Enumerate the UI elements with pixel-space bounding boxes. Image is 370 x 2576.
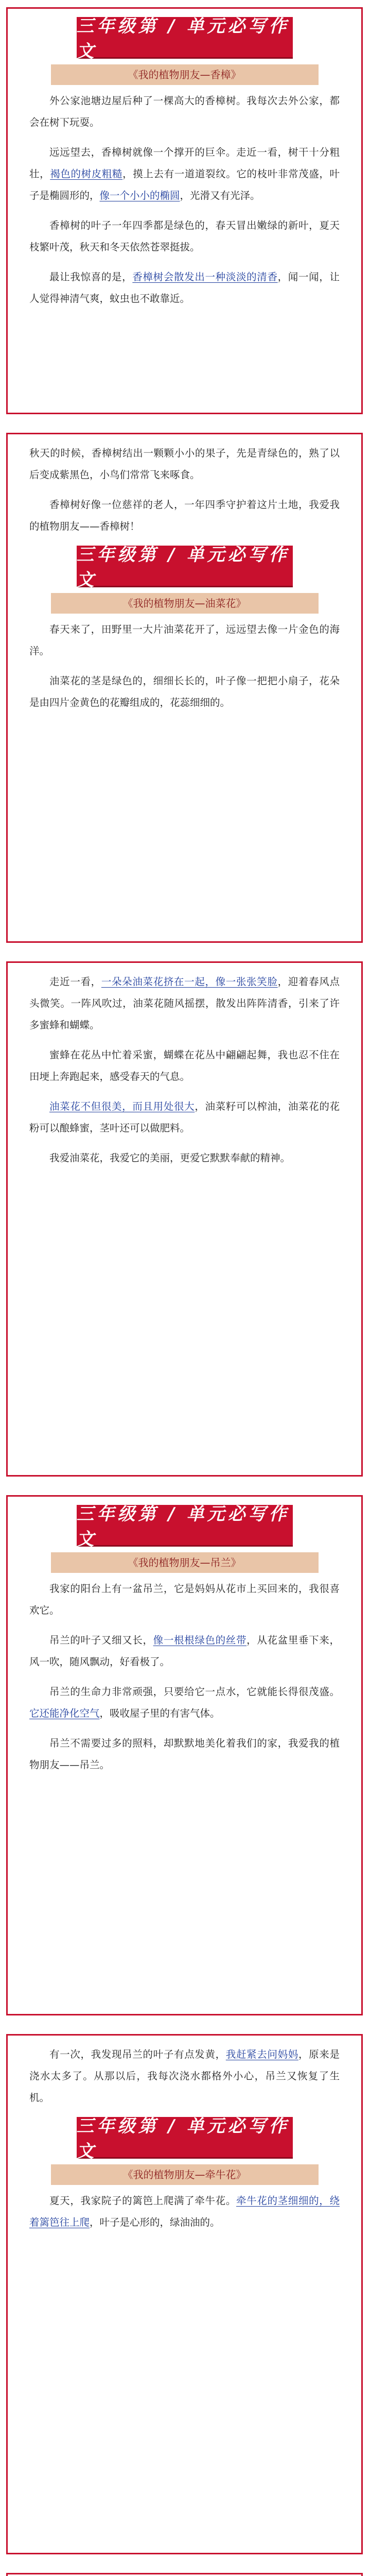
banner-title: 三年级第 / 单元必写作文 — [77, 1505, 293, 1545]
highlight-text: 像一个小小的椭圆 — [99, 190, 180, 201]
article-subtitle: 《我的植物朋友—吊兰》 — [51, 1552, 319, 1573]
article-subtitle: 《我的植物朋友—香樟》 — [51, 64, 319, 85]
paragraph: 油菜花的茎是绿色的，细细长长的，叶子像一把把小扇子，花朵是由四片金黄色的花瓣组成的，花蕊细细的。 — [29, 675, 340, 708]
article-body — [8, 90, 361, 310]
paragraph: 外公家池塘边屋后种了一棵高大的香樟树。我每次去外公家，都会在树下玩耍。 — [29, 95, 340, 128]
article-body — [8, 434, 361, 537]
article-card-camphor — [6, 7, 363, 414]
article-body — [8, 619, 361, 714]
paragraph: 香樟树好像一位慈祥的老人，一年四季守护着这片土地，我爱我的植物朋友——香樟树！ — [29, 499, 340, 532]
article-body — [8, 2036, 361, 2109]
paragraph: 远远望去，香樟树就像一个撑开的巨伞。走近一看，树干十分粗壮，褐色的树皮粗糙，摸上去有一道道裂纹。它的枝叶非常茂盛，叶子是椭圆形的，像一个小小的椭圆，光滑又有光泽。 — [29, 146, 340, 201]
highlight-text: 油菜花不但很美，而且用处很大 — [49, 1100, 195, 1112]
paragraph: 蜜蜂在花丛中忙着采蜜，蝴蝶在花丛中翩翩起舞，我也忍不住在田埂上奔跑起来，感受春天的气息。 — [29, 1049, 340, 1082]
article-card-morning-glory — [6, 2034, 363, 2554]
highlight-text: 褐色的树皮粗糙 — [50, 168, 123, 180]
paragraph: 走近一看，一朵朵油菜花挤在一起，像一张张笑脸，迎着春风点头微笑。一阵风吹过，油菜花随风摇摆，散发出阵阵清香，引来了许多蜜蜂和蝴蝶。 — [29, 976, 340, 1031]
article-body — [8, 963, 361, 1169]
highlight-text: 香樟树会散发出一种淡淡的清香 — [132, 271, 278, 283]
article-subtitle: 《我的植物朋友—牵牛花》 — [51, 2164, 319, 2185]
highlight-text: 牵牛花的茎细细的，绕着篱笆往上爬 — [29, 2195, 340, 2228]
paragraph: 有一次，我发现吊兰的叶子有点发黄，我赶紧去问妈妈，原来是浇水太多了。从那以后，我每次浇水都格外小心，吊兰又恢复了生机。 — [29, 2048, 340, 2104]
banner-title: 三年级第 / 单元必写作文 — [77, 17, 293, 57]
paragraph: 我家的阳台上有一盆吊兰，它是妈妈从花市上买回来的，我很喜欢它。 — [29, 1583, 340, 1616]
paragraph: 吊兰不需要过多的照料，却默默地美化着我们的家，我爱我的植物朋友——吊兰。 — [29, 1737, 340, 1771]
article-card-rapeseed — [6, 433, 363, 943]
article-card-spider-plant — [6, 1495, 363, 2015]
paragraph: 秋天的时候，香樟树结出一颗颗小小的果子，先是青绿色的，熟了以后变成紫黑色，小鸟们常常飞来啄食。 — [29, 447, 340, 481]
paragraph: 油菜花不但很美，而且用处很大，油菜籽可以榨油，油菜花的花粉可以酿蜂蜜，茎叶还可以做肥料。 — [29, 1100, 340, 1134]
article-body — [8, 1578, 361, 1776]
article-body — [8, 2190, 361, 2233]
highlight-text: 它还能净化空气 — [29, 1707, 100, 1719]
paragraph: 香樟树的叶子一年四季都是绿色的，春天冒出嫩绿的新叶，夏天枝繁叶茂，秋天和冬天依然苍翠挺拔。 — [29, 219, 340, 253]
highlight-text: 像一根根绿色的丝带 — [153, 1634, 247, 1646]
paragraph: 吊兰的生命力非常顽强，只要给它一点水，它就能长得很茂盛。它还能净化空气，吸收屋子里的有害气体。 — [29, 1686, 340, 1719]
article-subtitle: 《我的植物朋友—油菜花》 — [51, 593, 319, 614]
paragraph: 春天来了，田野里一大片油菜花开了，远远望去像一片金色的海洋。 — [29, 623, 340, 657]
banner-title: 三年级第 / 单元必写作文 — [77, 2117, 293, 2157]
paragraph: 夏天，我家院子的篱笆上爬满了牵牛花。牵牛花的茎细细的，绕着篱笆往上爬，叶子是心形的，绿油油的。 — [29, 2195, 340, 2228]
paragraph: 我爱油菜花，我爱它的美丽，更爱它默默奉献的精神。 — [49, 1152, 291, 1164]
paragraph: 最让我惊喜的是，香樟树会散发出一种淡淡的清香，闻一闻，让人觉得神清气爽，蚊虫也不敢靠近。 — [29, 271, 340, 304]
article-card-morning-glory-cont — [6, 2573, 363, 2576]
highlight-text: 一朵朵油菜花挤在一起，像一张张笑脸 — [101, 976, 278, 988]
article-card-rapeseed-cont — [6, 961, 363, 1477]
paragraph: 吊兰的叶子又细又长，像一根根绿色的丝带，从花盆里垂下来，风一吹，随风飘动，好看极了。 — [29, 1634, 340, 1668]
banner-title: 三年级第 / 单元必写作文 — [77, 546, 293, 586]
highlight-text: 我赶紧去问妈妈 — [225, 2048, 298, 2060]
